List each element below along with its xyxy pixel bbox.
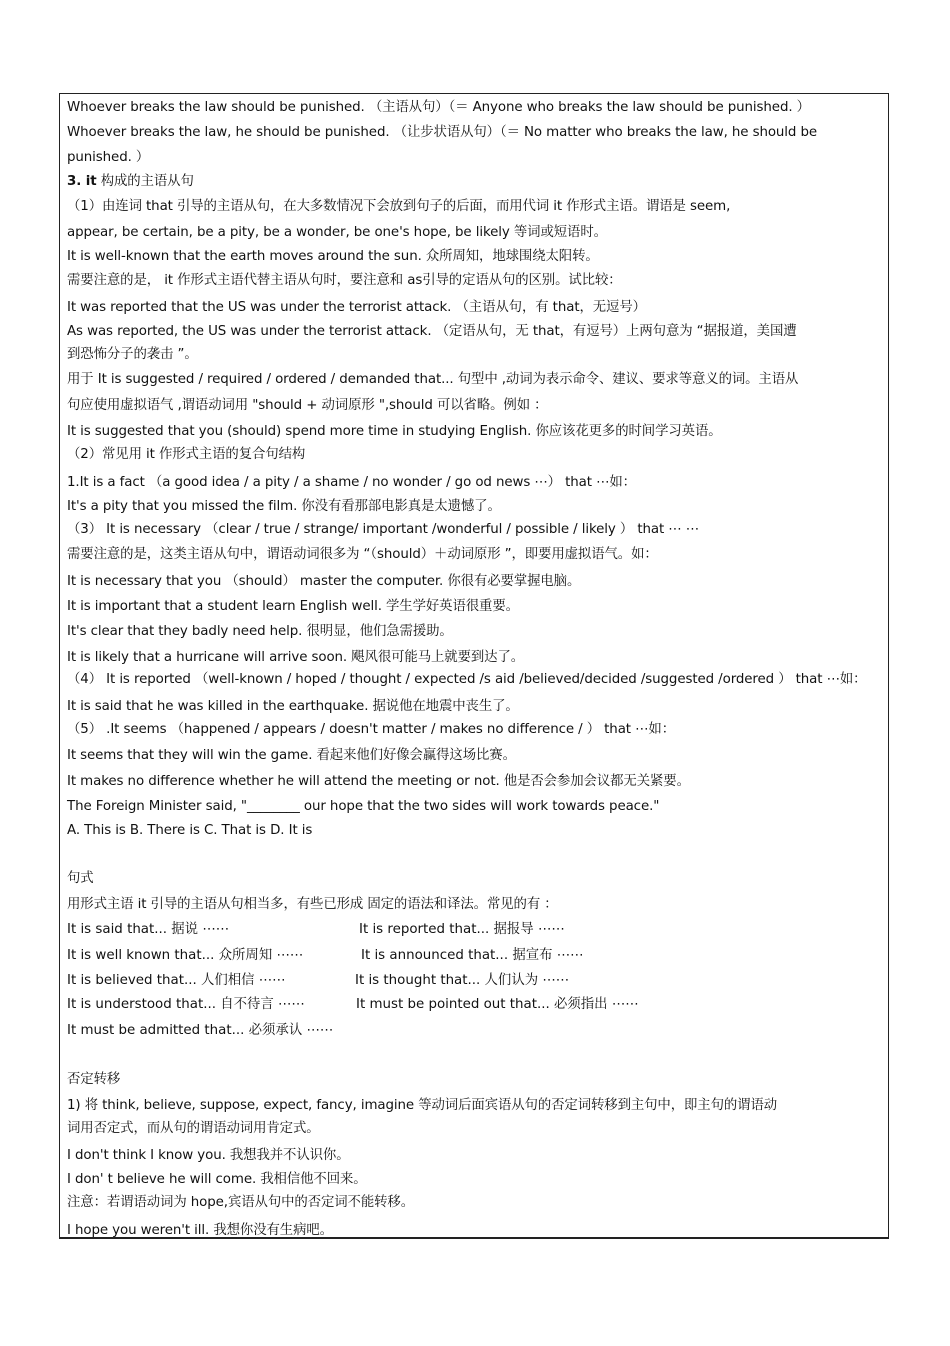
text-line: 需要注意的是，这类主语从句中，谓语动词很多为 “（should）＋动词原形 ”，即要用虚拟语气。如： [67,547,658,562]
heading-number: 3. it [67,174,97,189]
text-line: It is necessary that you （should） master the computer. 你很有必要掌握电脑。 [67,574,581,589]
phrase-item: It must be pointed out that... 必须指出 ⋯⋯ [356,997,639,1012]
text-line: （3） It is necessary （clear / true / strange/ important /wonderful / possible / likely ） that ⋯ ⋯ [67,522,700,537]
text-line: It was reported that the US was under the terrorist attack. （主语从句，有 that，无逗号） [67,300,646,315]
text-line: （2）常见用 it 作形式主语的复合句结构 [67,447,306,462]
text-line: It's clear that they badly need help. 很明显，他们急需援助。 [67,624,453,639]
text-line: It is said that he was killed in the earthquake. 据说他在地震中丧生了。 [67,699,519,714]
text-line: 1.It is a fact （a good idea / a pity / a shame / no wonder / go od news ⋯） that ⋯如： [67,475,636,490]
text-line: 词用否定式，而从句的谓语动词用肯定式。 [67,1121,320,1136]
text-line: It is suggested that you (should) spend more time in studying English. 你应该花更多的时间学习英语。 [67,424,722,439]
section-heading [67,173,194,191]
text-line: 句应使用虚拟语气 ,谓语动词用 "should + 动词原形 ",should 可以省略。例如 ： [67,398,548,413]
phrase-item: It is thought that... 人们认为 ⋯⋯ [355,973,570,988]
text-line: 用形式主语 it 引导的主语从句相当多，有些已形成 固定的语法和译法。常见的有 ： [67,897,558,912]
phrase-item: It is reported that... 据报导 ⋯⋯ [359,922,565,937]
text-line: 1) 将 think, believe, suppose, expect, fancy, imagine 等动词后面宾语从句的否定词转移到主句中，即主句的谓语动 [67,1098,778,1113]
phrase-item: It is believed that... 人们相信 ⋯⋯ [67,973,286,988]
text-line: 用于 It is suggested / required / ordered / demanded that... 句型中 ,动词为表示命令、建议、要求等意义的词。主语从 [67,372,799,387]
text-line: It's a pity that you missed the film. 你没有看那部电影真是太遗憾了。 [67,499,501,514]
text-line: A. This is B. There is C. That is D. It is [67,823,313,838]
text-line: punished. ） [67,150,150,165]
text-line: （5） .It seems （happened / appears / doesn't matter / makes no difference / ） that ⋯如： [67,722,675,737]
phrase-item: It is announced that... 据宣布 ⋯⋯ [361,948,584,963]
text-line: As was reported, the US was under the terrorist attack. （定语从句，无 that，有逗号）上两句意为 “据报道，美国遭 [67,324,797,339]
text-line: （4） It is reported （well-known / hoped / thought / expected /s aid /believed/decided /suggested /ordered ） that ⋯如： [67,672,867,687]
text-line: It seems that they will win the game. 看起来他们好像会赢得这场比赛。 [67,748,516,763]
text-line: 需要注意的是， it 作形式主语代替主语从句时，要注意和 as引导的定语从句的区别。试比较： [67,273,622,288]
text-line: Whoever breaks the law, he should be punished. （让步状语从句）（＝ No matter who breaks the law, he should be [67,125,818,140]
text-line: I don' t believe he will come. 我相信他不回来。 [67,1172,367,1187]
heading-text: 构成的主语从句 [96,174,194,189]
phrase-item: It is said that... 据说 ⋯⋯ [67,922,230,937]
text-line: It is important that a student learn English well. 学生学好英语很重要。 [67,599,519,614]
text-line: I don't think I know you. 我想我并不认识你。 [67,1148,350,1163]
text-line: Whoever breaks the law should be punished. （主语从句）（＝ Anyone who breaks the law should be punished. ） [67,100,810,115]
text-line: It is well-known that the earth moves around the sun. 众所周知，地球围绕太阳转。 [67,249,599,264]
subsection-title: 否定转移 [67,1072,121,1087]
text-line: 注意：若谓语动词为 hope,宾语从句中的否定词不能转移。 [67,1195,415,1210]
text-line: appear, be certain, be a pity, be a wonder, be one's hope, be likely 等词或短语时。 [67,225,607,240]
text-line: 到恐怖分子的袭击 ”。 [67,347,198,362]
text-line: It makes no difference whether he will attend the meeting or not. 他是否会参加会议都无关紧要。 [67,774,690,789]
subsection-title: 句式 [67,871,94,886]
text-line: The Foreign Minister said, "________ our hope that the two sides will work towards peace." [67,799,660,814]
phrase-item: It is understood that... 自不待言 ⋯⋯ [67,997,305,1012]
text-line: It is likely that a hurricane will arrive soon. 飓风很可能马上就要到达了。 [67,650,525,665]
text-line: I hope you weren't ill. 我想你没有生病吧。 [67,1223,333,1238]
phrase-item: It must be admitted that... 必须承认 ⋯⋯ [67,1023,334,1038]
text-line: （1）由连词 that 引导的主语从句，在大多数情况下会放到句子的后面，而用代词 it 作形式主语。谓语是 seem, [67,199,731,214]
phrase-item: It is well known that... 众所周知 ⋯⋯ [67,948,304,963]
